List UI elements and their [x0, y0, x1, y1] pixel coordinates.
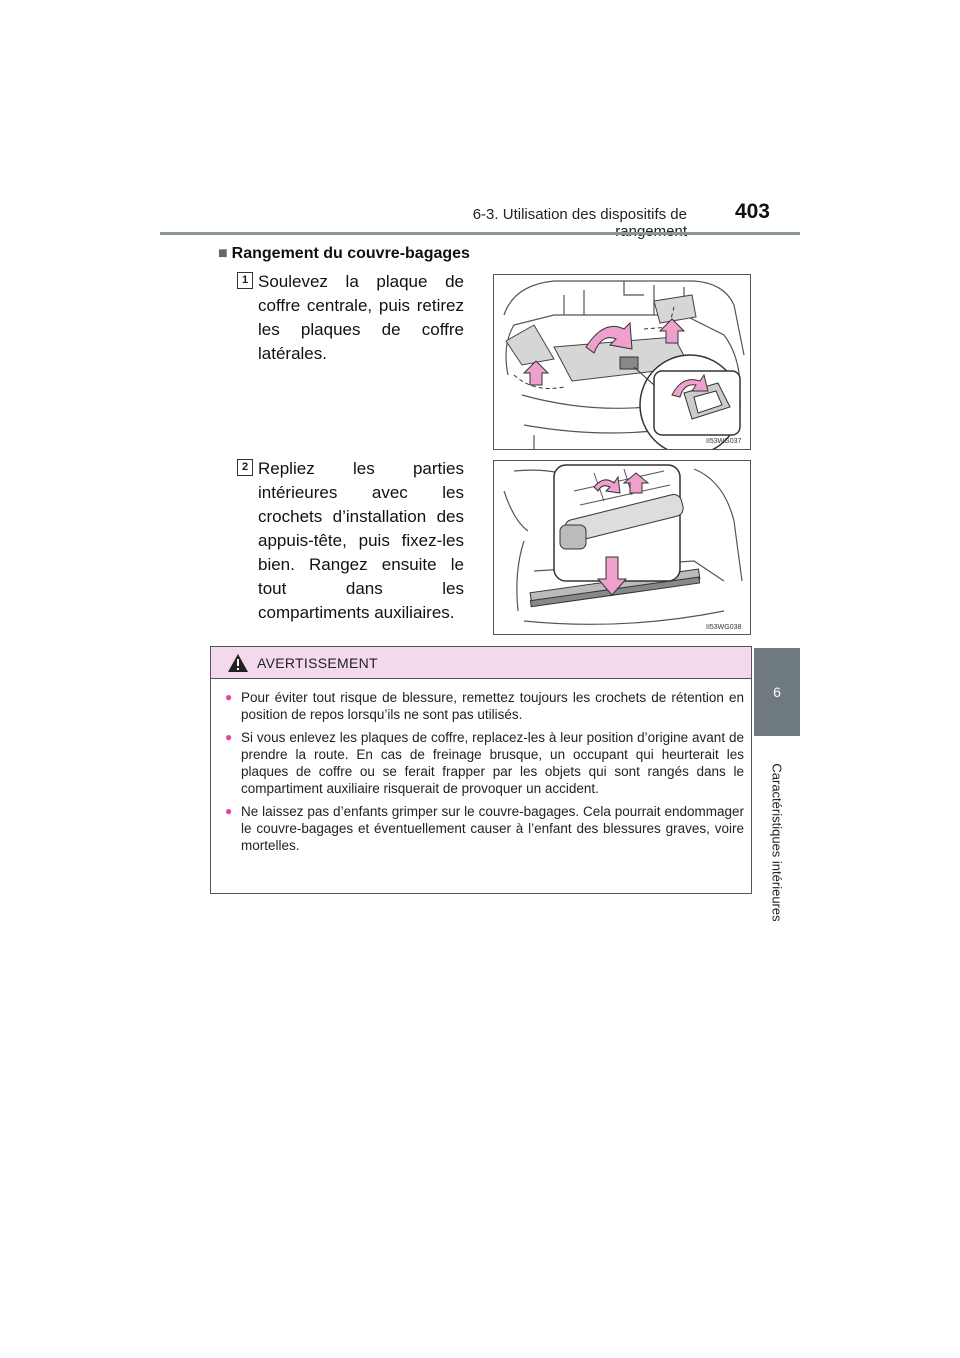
- warning-list: [211, 689, 751, 854]
- step-number-badge: 2: [237, 459, 253, 476]
- figure-cover-storage: [493, 460, 751, 635]
- warning-triangle-icon: [227, 653, 249, 673]
- chapter-tab-number: 6: [754, 648, 800, 736]
- figure-code: II53WG038: [706, 624, 742, 631]
- warning-item: ● Si vous enlevez les plaques de coffre, replacez-les à leur position d’origine avant de prendre la route. En cas de freinage brusque, un occupant qui heurterait les plaques de coffre ou se ferait frapper par les objets qui sont rangés dans le compartiment auxiliaire risquerait de provoquer un accident.: [241, 729, 744, 797]
- header-divider: [160, 232, 800, 235]
- chapter-tab-label-text: Caractéristiques intérieures: [769, 762, 785, 922]
- chapter-tab-label: [754, 742, 800, 942]
- section-heading: [218, 245, 470, 263]
- section-title: Rangement du couvre-bagages: [231, 245, 470, 262]
- figure-trunk-plates: [493, 274, 751, 450]
- warning-item: ● Pour éviter tout risque de blessure, remettez toujours les crochets de rétention en position de repos lorsqu’ils ne sont pas utilisés.: [241, 689, 744, 723]
- section-marker-icon: ■: [218, 245, 228, 262]
- warning-item: ● Ne laissez pas d’enfants grimper sur le couvre-bagages. Cela pourrait endommager le couvre-bagages et éventuellement causer à l’enfant des blessures graves, voire mortelles.: [241, 803, 744, 854]
- page-number: 403: [734, 200, 770, 223]
- warning-header: [211, 647, 751, 679]
- step-text: Repliez les parties intérieures avec les crochets d’installation des appuis-tête, puis fixez-les bien. Rangez ensuite le tout dans les compartiments auxiliaires.: [258, 459, 464, 622]
- figure-code: II53WG037: [706, 438, 742, 445]
- chapter-title: 6-3. Utilisation des dispositifs de: [472, 206, 687, 223]
- step-number-badge: 1: [237, 272, 253, 289]
- step-text: Soulevez la plaque de coffre centrale, puis retirez les plaques de coffre latérales.: [258, 272, 464, 363]
- warning-title: AVERTISSEMENT: [257, 654, 378, 671]
- cover-storage-illustration: [494, 461, 750, 634]
- trunk-illustration: [494, 275, 750, 449]
- warning-box: [210, 646, 752, 894]
